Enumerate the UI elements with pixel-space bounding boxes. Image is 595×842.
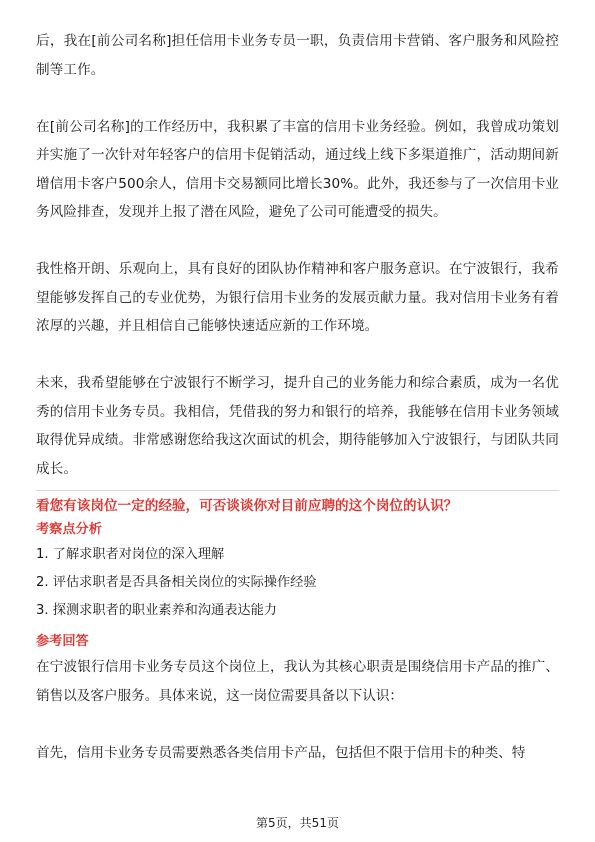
body-paragraph: 我性格开朗、乐观向上，具有良好的团队协作精神和客户服务意识。在宁波银行，我希望能够发挥自己的专业优势，为银行信用卡业务的发展贡献力量。我对信用卡业务有着浓厚的兴趣，并且相信自己能够快速适应新的工作环境。 bbox=[36, 261, 559, 334]
page-number-footer: 第5页，共51页 bbox=[256, 816, 339, 830]
page-content bbox=[36, 27, 559, 767]
body-paragraph: 未来，我希望能够在宁波银行不断学习，提升自己的业务能力和综合素质，成为一名优秀的信用卡业务专员。我相信，凭借我的努力和银行的培养，我能够在信用卡业务领域取得优异成绩。非常感谢您给我这次面试的机会，期待能够加入宁波银行，与团队共同成长。 bbox=[36, 375, 559, 477]
analysis-item: 3. 探测求职者的职业素养和沟通表达能力 bbox=[36, 603, 277, 618]
section-divider bbox=[36, 490, 559, 491]
analysis-list bbox=[36, 541, 559, 625]
reference-answer-paragraph: 首先，信用卡业务专员需要熟悉各类信用卡产品，包括但不限于信用卡的种类、特 bbox=[36, 744, 526, 761]
analysis-title: 考察点分析 bbox=[36, 522, 102, 537]
reference-answer-paragraph: 在宁波银行信用卡业务专员这个岗位上，我认为其核心职责是围绕信用卡产品的推广、销售以及客户服务。具体来说，这一岗位需要具备以下认识： bbox=[36, 659, 559, 704]
analysis-item: 1. 了解求职者对岗位的深入理解 bbox=[36, 547, 225, 562]
interview-question: 看您有该岗位一定的经验，可否谈谈你对目前应聘的这个岗位的认识？ bbox=[36, 498, 458, 514]
reference-answer-title: 参考回答 bbox=[36, 634, 89, 649]
body-paragraph: 在[前公司名称]的工作经历中，我积累了丰富的信用卡业务经验。例如，我曾成功策划并实施了一次针对年轻客户的信用卡促销活动，通过线上线下多渠道推广，活动期间新增信用卡客户500余人，信用卡交易额同比增长30%。此外，我还参与了一次信用卡业务风险排查，发现并上报了潜在风险，避免了公司可能遭受的损失。 bbox=[36, 118, 559, 220]
analysis-item: 2. 评估求职者是否具备相关岗位的实际操作经验 bbox=[36, 575, 317, 590]
body-paragraph: 后，我在[前公司名称]担任信用卡业务专员一职，负责信用卡营销、客户服务和风险控制等工作。 bbox=[36, 33, 559, 78]
